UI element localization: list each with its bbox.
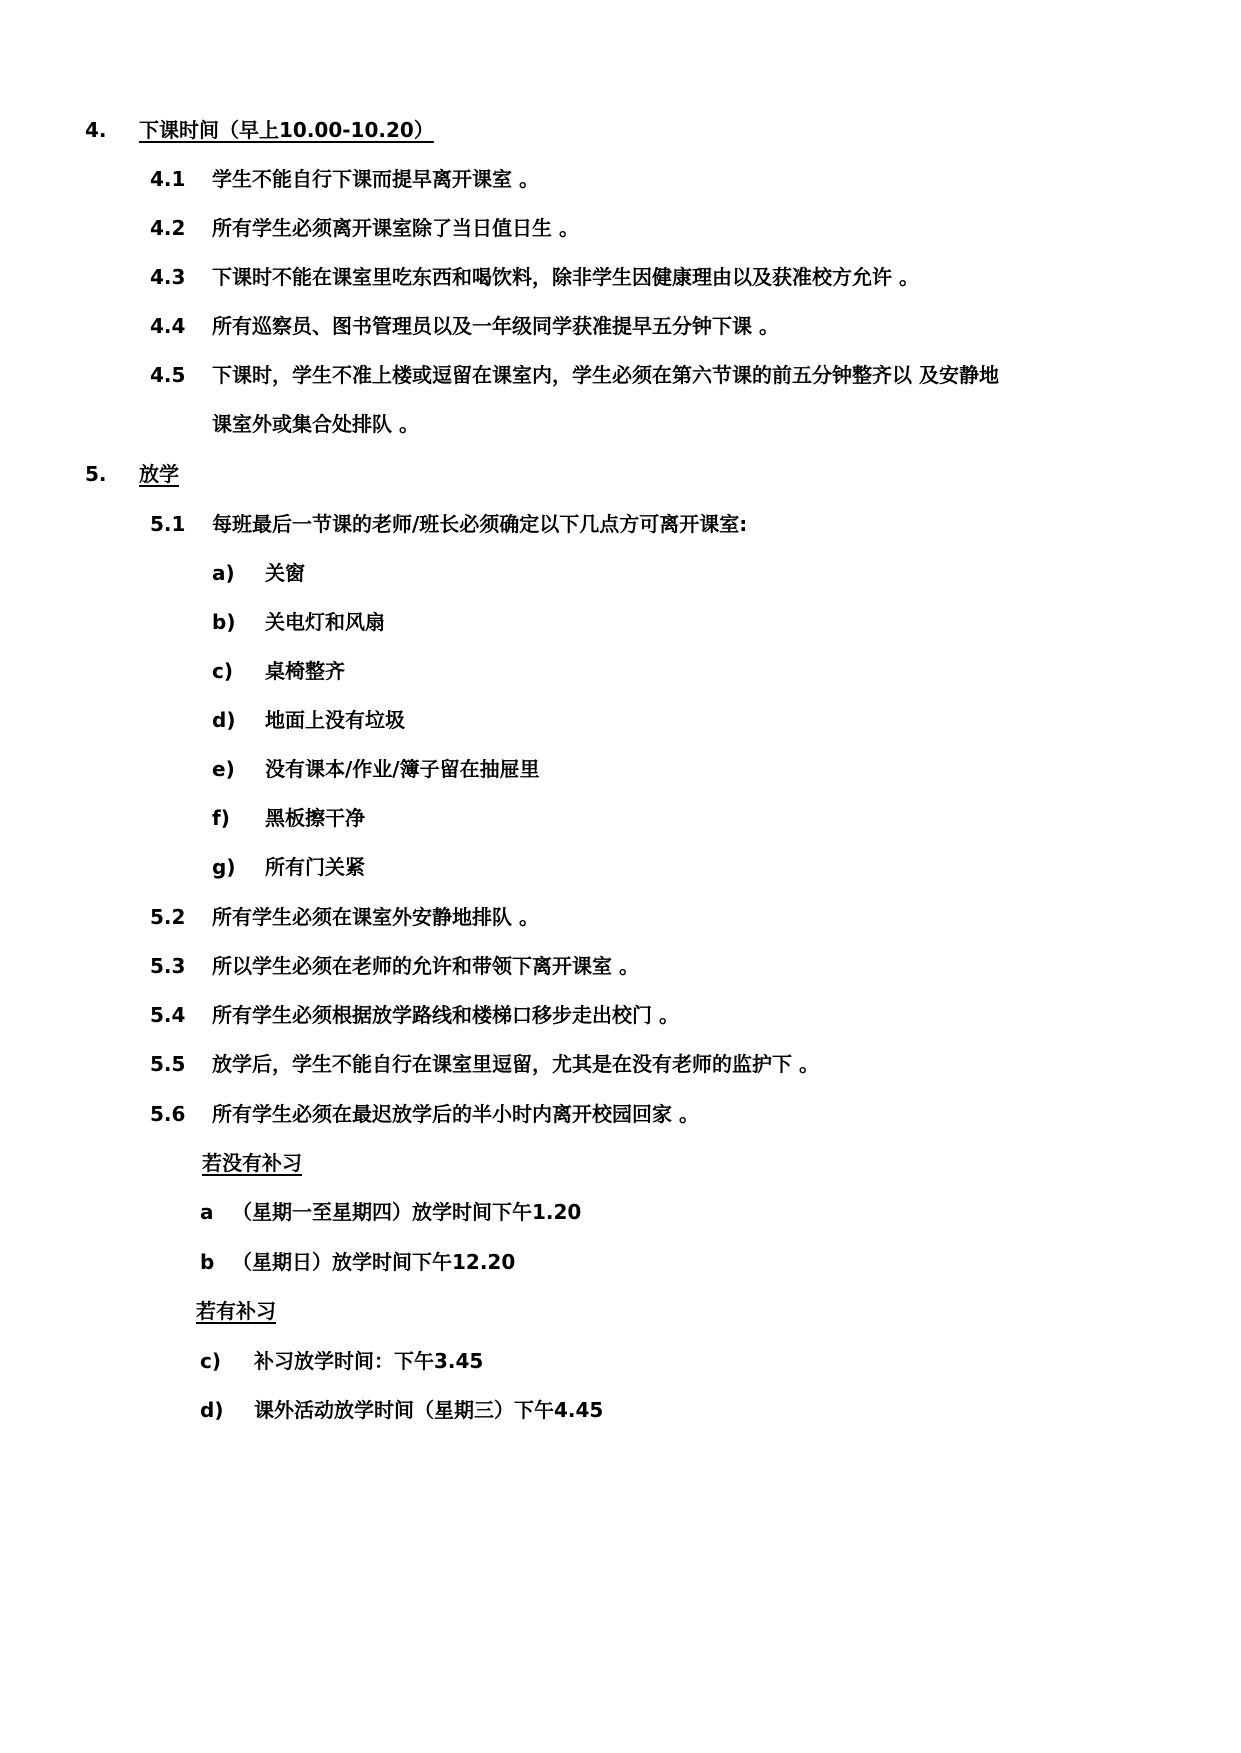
checklist-d-letter: d) (212, 708, 236, 732)
checklist-c-letter: c) (212, 659, 233, 683)
item-4-3-number: 4.3 (150, 265, 186, 289)
with-tuition-d-text: 课外活动放学时间（星期三）下午4.45 (254, 1398, 604, 1422)
checklist-e-letter: e) (212, 757, 235, 781)
item-5-4-text: 所有学生必须根据放学路线和楼梯口移步走出校门 。 (212, 1003, 679, 1027)
with-tuition-heading: 若有补习 (196, 1299, 276, 1323)
section-5-title: 放学 (139, 462, 179, 486)
item-4-5-number: 4.5 (150, 363, 186, 387)
checklist-a-text: 关窗 (265, 561, 305, 585)
checklist-f-letter: f) (212, 806, 230, 830)
no-tuition-b-letter: b (200, 1250, 215, 1274)
checklist-a-letter: a) (212, 561, 235, 585)
item-4-1-number: 4.1 (150, 167, 186, 191)
no-tuition-b-text: （星期日）放学时间下午12.20 (232, 1250, 516, 1274)
item-5-1-number: 5.1 (150, 512, 186, 536)
checklist-e-text: 没有课本/作业/簿子留在抽屉里 (265, 757, 540, 781)
item-5-6-number: 5.6 (150, 1102, 186, 1126)
checklist-g-letter: g) (212, 855, 236, 879)
with-tuition-d-letter: d) (200, 1398, 224, 1422)
section-4-number: 4. (85, 118, 107, 142)
item-5-5-number: 5.5 (150, 1052, 186, 1076)
item-4-5-text-continued: 课室外或集合处排队 。 (212, 412, 419, 436)
item-4-5-text: 下课时，学生不准上楼或逗留在课室内，学生必须在第六节课的前五分钟整齐以 及安静地 (212, 363, 999, 387)
no-tuition-a-letter: a (200, 1200, 214, 1224)
with-tuition-c-letter: c) (200, 1349, 221, 1373)
item-5-4-number: 5.4 (150, 1003, 186, 1027)
checklist-b-letter: b) (212, 610, 236, 634)
item-5-3-text: 所以学生必须在老师的允许和带领下离开课室 。 (212, 954, 639, 978)
no-tuition-heading: 若没有补习 (202, 1151, 302, 1175)
item-4-4-number: 4.4 (150, 314, 186, 338)
checklist-f-text: 黑板擦干净 (265, 806, 365, 830)
item-5-6-text: 所有学生必须在最迟放学后的半小时内离开校园回家 。 (212, 1102, 699, 1126)
checklist-c-text: 桌椅整齐 (265, 659, 345, 683)
with-tuition-c-text: 补习放学时间：下午3.45 (254, 1349, 484, 1373)
section-4-title: 下课时间（早上10.00-10.20） (139, 118, 434, 142)
item-5-3-number: 5.3 (150, 954, 186, 978)
checklist-b-text: 关电灯和风扇 (265, 610, 385, 634)
section-5-number: 5. (85, 462, 107, 486)
item-4-1-text: 学生不能自行下课而提早离开课室 。 (212, 167, 539, 191)
item-4-4-text: 所有巡察员、图书管理员以及一年级同学获准提早五分钟下课 。 (212, 314, 779, 338)
checklist-d-text: 地面上没有垃圾 (265, 708, 405, 732)
item-5-5-text: 放学后，学生不能自行在课室里逗留，尤其是在没有老师的监护下 。 (212, 1052, 819, 1076)
item-5-2-text: 所有学生必须在课室外安静地排队 。 (212, 905, 539, 929)
item-4-2-number: 4.2 (150, 216, 186, 240)
item-4-3-text: 下课时不能在课室里吃东西和喝饮料，除非学生因健康理由以及获准校方允许 。 (212, 265, 919, 289)
no-tuition-a-text: （星期一至星期四）放学时间下午1.20 (232, 1200, 582, 1224)
item-5-1-text: 每班最后一节课的老师/班长必须确定以下几点方可离开课室: (212, 512, 748, 536)
item-5-2-number: 5.2 (150, 905, 186, 929)
checklist-g-text: 所有门关紧 (265, 855, 365, 879)
item-4-2-text: 所有学生必须离开课室除了当日值日生 。 (212, 216, 579, 240)
